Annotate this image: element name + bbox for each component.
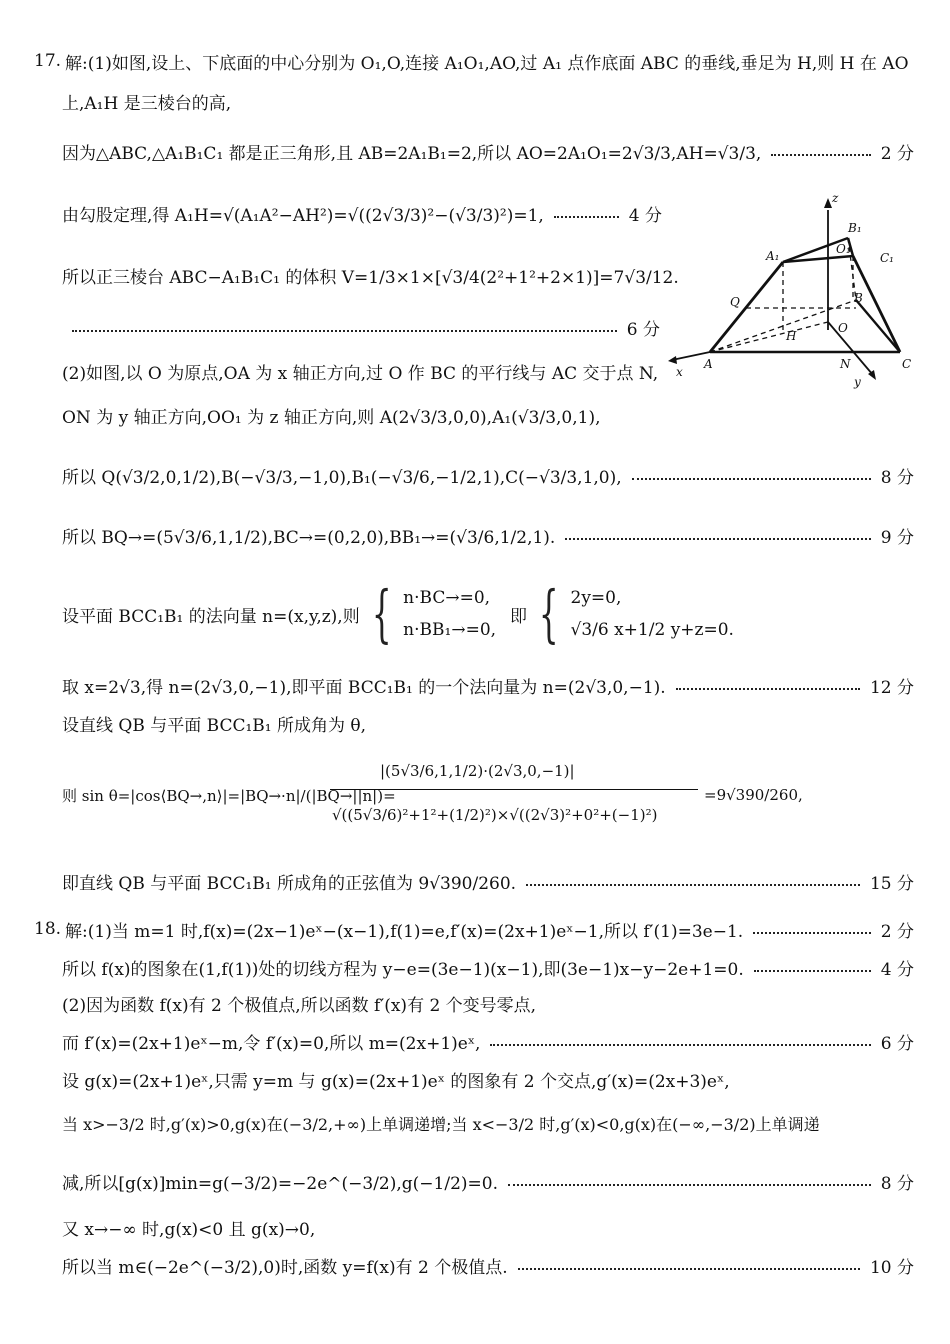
- label-x: x: [676, 365, 683, 379]
- q17-line-12: [62, 668, 914, 702]
- q18-line-4: [62, 1024, 914, 1058]
- leader-dots: [72, 330, 617, 332]
- leader-dots: [565, 538, 870, 540]
- label-z: z: [832, 191, 839, 205]
- fraction-denominator: [332, 798, 658, 832]
- q17-text-12: 取 x=2√3,得 n=(2√3,0,−1),即平面 BCC₁B₁ 的一个法向量为 n=(2√3,0,−1).: [62, 677, 666, 698]
- q17-line-6: [62, 310, 660, 344]
- leader-dots: [554, 216, 619, 218]
- score-2: 2 分: [880, 143, 914, 164]
- q18-line-5: [62, 1062, 730, 1096]
- condition-2: n·BB₁→=0,: [403, 620, 497, 640]
- score-2: 2 分: [880, 921, 914, 942]
- x-axis-arrow: [668, 356, 677, 364]
- q18-text-4: 而 f′(x)=(2x+1)eˣ−m,令 f′(x)=0,所以 m=(2x+1)eˣ,: [62, 1033, 481, 1054]
- equation-2: √3/6 x+1/2 y+z=0.: [570, 620, 734, 640]
- leader-dots: [490, 1044, 870, 1046]
- q17-line-10: [62, 518, 914, 552]
- q18-text-7: 减,所以[g(x)]min=g(−3/2)=−2e^(−3/2),g(−1/2)=0.: [62, 1173, 498, 1194]
- label-o1: O₁: [836, 242, 851, 256]
- sin-theta-numerator: |(5√3/6,1,1/2)·(2√3,0,−1)|: [380, 762, 575, 780]
- q17-line-11: [62, 574, 734, 654]
- condition-1: n·BC→=0,: [403, 588, 491, 608]
- q17-line-1: [34, 44, 909, 78]
- q18-line-7: [62, 1164, 914, 1198]
- q17-text-11: 设平面 BCC₁B₁ 的法向量 n=(x,y,z),则: [62, 606, 360, 627]
- sin-theta-lhs: 则 sin θ=|cos⟨BQ→,n⟩|=|BQ→·n|/(|BQ→||n|)=: [62, 786, 396, 805]
- score-15: 15 分: [869, 873, 914, 894]
- score-6: 6 分: [626, 319, 660, 340]
- q17-line-8: [62, 398, 600, 432]
- sin-theta-result: [704, 778, 803, 812]
- q17-text-4: 由勾股定理,得 A₁H=√(A₁A²−AH²)=√((2√3/3)²−(√3/3)²)=1,: [62, 205, 544, 226]
- q18-number: 18.: [34, 919, 62, 939]
- left-brace: {: [371, 577, 392, 650]
- z-axis-arrow: [824, 198, 832, 208]
- q17-text-10: 所以 BQ→=(5√3/6,1,1/2),BC→=(0,2,0),BB₁→=(√3/6,1/2,1).: [62, 527, 556, 548]
- word-ji: 即: [510, 606, 528, 627]
- score-8: 8 分: [880, 1173, 914, 1194]
- score-4: 4 分: [628, 205, 662, 226]
- q17-line-7: [62, 354, 658, 388]
- y-axis: [828, 322, 873, 375]
- q18-line-6: [62, 1106, 820, 1140]
- q18-text-8: 又 x→−∞ 时,g(x)<0 且 g(x)→0,: [62, 1219, 316, 1240]
- q17-text-9: 所以 Q(√3/2,0,1/2),B(−√3/3,−1,0),B₁(−√3/6,−1/2,1),C(−√3/3,1,0),: [62, 467, 622, 488]
- score-8: 8 分: [880, 467, 914, 488]
- label-a1: A₁: [766, 249, 780, 263]
- sin-theta-value: =9√390/260,: [704, 786, 803, 804]
- segment-a-o: [710, 322, 828, 352]
- q17-line-15: [62, 864, 914, 898]
- q17-text-1: 解:(1)如图,设上、下底面的中心分别为 O₁,O,连接 A₁O₁,AO,过 A₁ 点作底面 ABC 的垂线,垂足为 H,则 H 在 AO: [65, 53, 909, 74]
- q18-text-9: 所以当 m∈(−2e^(−3/2),0)时,函数 y=f(x)有 2 个极值点.: [62, 1257, 508, 1278]
- q17-line-3: [62, 134, 914, 168]
- leader-dots: [632, 478, 871, 480]
- q17-text-8: ON 为 y 轴正方向,OO₁ 为 z 轴正方向,则 A(2√3/3,0,0),A₁(√3/3,0,1),: [62, 407, 601, 428]
- label-b: B: [854, 291, 863, 305]
- label-h: H: [786, 329, 797, 343]
- label-y: y: [854, 375, 861, 389]
- label-q: Q: [730, 295, 740, 309]
- q18-line-9: [62, 1248, 914, 1282]
- left-brace: {: [538, 577, 559, 650]
- q18-text-3: (2)因为函数 f(x)有 2 个极值点,所以函数 f′(x)有 2 个变号零点,: [62, 995, 537, 1016]
- sin-theta-denominator: √((5√3/6)²+1²+(1/2)²)×√((2√3)²+0²+(−1)²): [332, 806, 658, 824]
- leader-dots: [508, 1184, 871, 1186]
- fraction-numerator: [380, 754, 575, 788]
- q17-text-13: 设直线 QB 与平面 BCC₁B₁ 所成角为 θ,: [62, 715, 367, 736]
- q17-line-5: [62, 258, 679, 292]
- leader-dots: [526, 884, 860, 886]
- leader-dots: [676, 688, 860, 690]
- fraction-bar: [330, 789, 698, 790]
- q18-text-6: 当 x>−3/2 时,g′(x)>0,g(x)在(−3/2,+∞)上单调递增;当 x<−3/2 时,g′(x)<0,g(x)在(−∞,−3/2)上单调递: [62, 1114, 820, 1134]
- q17-text-3: 因为△ABC,△A₁B₁C₁ 都是正三角形,且 AB=2A₁B₁=2,所以 AO=2A₁O₁=2√3/3,AH=√3/3,: [62, 143, 762, 164]
- leader-dots: [753, 932, 871, 934]
- q18-line-3: [62, 986, 536, 1020]
- q17-line-2: [62, 84, 231, 118]
- q18-text-1: 解:(1)当 m=1 时,f(x)=(2x−1)eˣ−(x−1),f(1)=e,f′(x)=(2x+1)eˣ−1,所以 f′(1)=3e−1.: [65, 921, 744, 942]
- q17-text-2: 上,A₁H 是三棱台的高,: [62, 93, 232, 114]
- equation-system: [571, 588, 734, 640]
- score-9: 9 分: [880, 527, 914, 548]
- score-6: 6 分: [880, 1033, 914, 1054]
- score-10: 10 分: [869, 1257, 914, 1278]
- condition-system: [403, 588, 496, 640]
- q17-text-15: 即直线 QB 与平面 BCC₁B₁ 所成角的正弦值为 9√390/260.: [62, 873, 517, 894]
- leader-dots: [518, 1268, 860, 1270]
- q18-line-1: [34, 912, 914, 946]
- q17-number: 17.: [34, 51, 62, 71]
- q17-line-13: [62, 706, 366, 740]
- q17-line-4: [62, 196, 662, 230]
- label-a: A: [704, 357, 713, 371]
- label-c1: C₁: [880, 251, 894, 265]
- label-b1: B₁: [848, 221, 862, 235]
- label-o: O: [838, 321, 848, 335]
- score-4: 4 分: [880, 959, 914, 980]
- score-12: 12 分: [869, 677, 914, 698]
- equation-1: 2y=0,: [570, 588, 622, 608]
- q18-line-8: [62, 1210, 315, 1244]
- q17-line-9: [62, 458, 914, 492]
- q18-text-5: 设 g(x)=(2x+1)eˣ,只需 y=m 与 g(x)=(2x+1)eˣ 的图象有 2 个交点,g′(x)=(2x+3)eˣ,: [62, 1071, 730, 1092]
- q17-text-7: (2)如图,以 O 为原点,OA 为 x 轴正方向,过 O 作 BC 的平行线与 AC 交于点 N,: [62, 363, 659, 384]
- q18-line-2: [62, 950, 914, 984]
- leader-dots: [754, 970, 871, 972]
- q18-text-2: 所以 f(x)的图象在(1,f(1))处的切线方程为 y−e=(3e−1)(x−1),即(3e−1)x−y−2e+1=0.: [62, 959, 744, 980]
- label-c: C: [902, 357, 912, 371]
- q17-text-5: 所以正三棱台 ABC−A₁B₁C₁ 的体积 V=1/3×1×[√3/4(2²+1²+2×1)]=7√3/12.: [62, 267, 679, 288]
- frustum-figure: [668, 190, 918, 390]
- label-n: N: [840, 357, 851, 371]
- leader-dots: [771, 154, 870, 156]
